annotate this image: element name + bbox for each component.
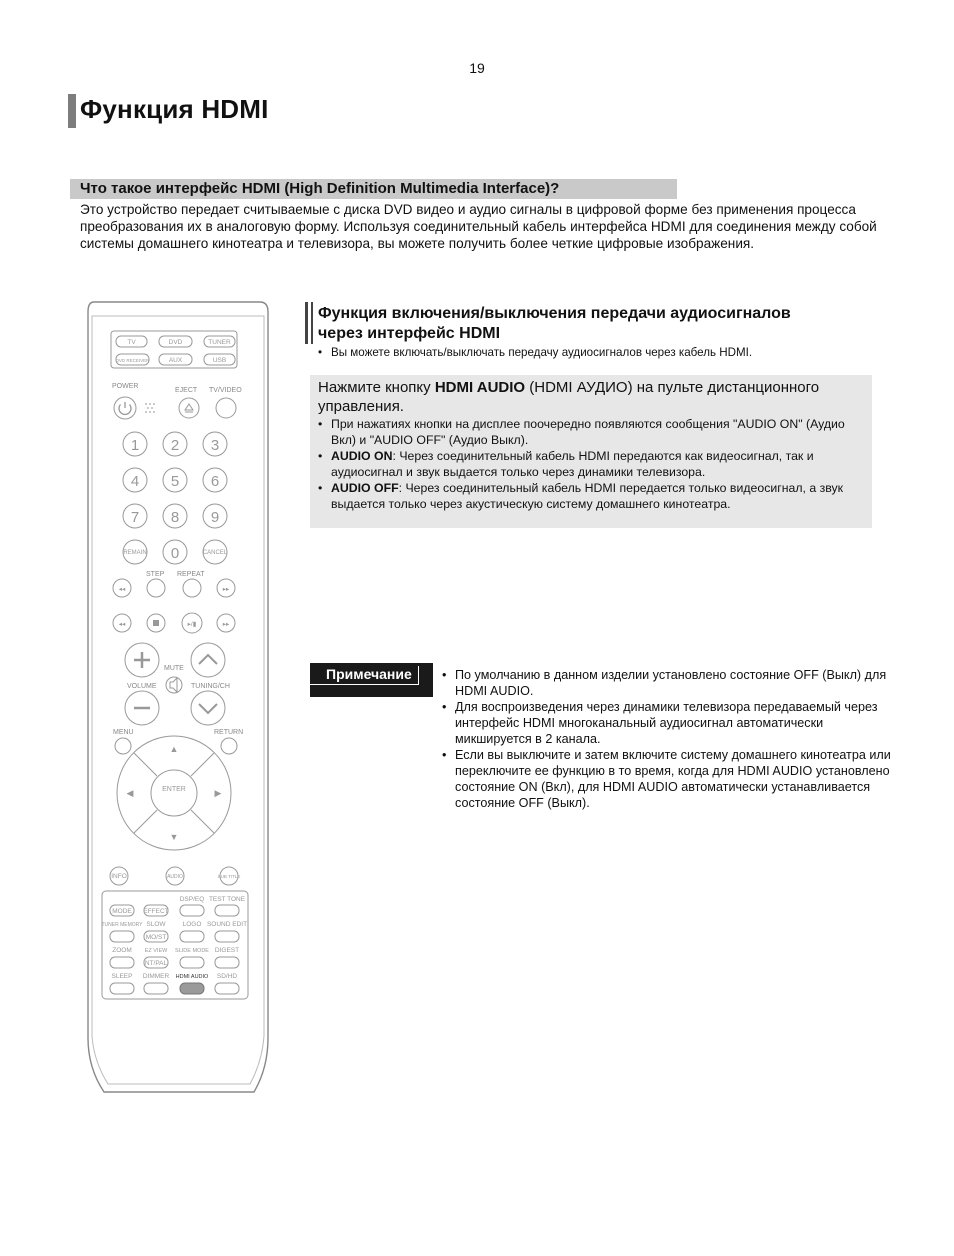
power-label: POWER — [112, 383, 139, 390]
logo-label: LOGO — [182, 921, 202, 928]
digit-1: 1 — [130, 437, 140, 454]
tuning-up-button — [191, 643, 225, 677]
remain-label: REMAIN — [123, 550, 147, 556]
arrow-right-icon: ▶ — [214, 788, 222, 798]
audio-label: AUDIO — [167, 874, 183, 880]
dimmer-label: DIMMER — [142, 973, 170, 980]
mode-button-dvd-receiver: DVD RECEIVER — [115, 358, 150, 363]
arrow-up-icon: ▲ — [169, 744, 179, 754]
heading-line-1: Функция включения/выключения передачи аудиосигналов — [318, 305, 791, 322]
instruction-suffix: (HDMI АУДИО) на пульте дистанционного управления. — [318, 379, 820, 415]
nt-pal-label: NT/PAL — [144, 960, 168, 967]
instruction-prefix: Нажмите кнопку — [318, 379, 435, 396]
digit-8: 8 — [170, 509, 180, 526]
list-item — [318, 416, 866, 448]
sound-edit-label: SOUND EDIT — [206, 921, 248, 928]
item-text: При нажатиях кнопки на дисплее поочередно появляются сообщения "AUDIO ON" (Аудио Вкл) и "AUDIO OFF" (Аудио Выкл). — [331, 417, 845, 447]
tv-video-label: TV/VIDEO — [209, 387, 242, 394]
page-number: 19 — [469, 60, 485, 76]
section-bullet-list — [318, 345, 878, 360]
title-accent-bar — [68, 94, 76, 128]
remote-control-illustration — [82, 298, 272, 1098]
list-item: • Для воспроизведения через динамики телевизора передаваемый через интерфейс HDMI многоканальный аудиосигнал автоматически микшируется в 2 канала. — [442, 699, 892, 747]
step-label: STEP — [146, 571, 165, 578]
next-icon: ▸▸ — [222, 621, 230, 628]
digit-2: 2 — [170, 437, 180, 454]
mute-button — [166, 677, 182, 693]
cancel-label: CANCEL — [202, 550, 228, 556]
hdmi-audio-button — [180, 983, 204, 994]
digit-6: 6 — [210, 473, 220, 490]
volume-label: VOLUME — [127, 683, 157, 690]
list-item — [318, 480, 866, 512]
mode-button-dvd: DVD — [168, 339, 183, 346]
item-text: : Через соединительный кабель HDMI передается только видеосигнал, а звук выдается только через акустическую систему домашнего кинотеатра. — [331, 481, 844, 511]
heading-accent-bar — [311, 302, 313, 344]
section-intro-text: Это устройство передает считываемые с диска DVD видео и аудио сигналы в цифровой форме без применения процесса преобразования их в аналоговую форму. Используя соединительный кабель интерфейса HDMI для соединения между собой системы домашнего кинотеатра и телевизора, вы можете получить более четкие цифровые изображения. — [80, 202, 877, 251]
zoom-label: ZOOM — [112, 947, 132, 954]
mode-button-usb: USB — [212, 357, 227, 364]
slide-mode-label: SLIDE MODE — [175, 948, 209, 954]
arrow-left-icon: ◀ — [126, 788, 134, 798]
digit-7: 7 — [130, 509, 140, 526]
fast-forward-icon: ▸▸ — [222, 586, 230, 593]
dsp-eq-label: DSP/EQ — [179, 896, 205, 903]
item-bold: AUDIO OFF — [331, 481, 399, 495]
section-heading-hdmi-interface: Что такое интерфейс HDMI (High Definition Multimedia Interface)? — [70, 179, 677, 199]
rewind-icon: ◂◂ — [118, 586, 126, 593]
digest-label: DIGEST — [214, 947, 240, 954]
digit-4: 4 — [130, 473, 140, 490]
tuner-memory-label: TUNER MEMORY — [101, 922, 143, 928]
slow-label: SLOW — [146, 921, 166, 928]
enter-button — [151, 770, 197, 816]
ez-view-label: EZ VIEW — [144, 948, 168, 954]
repeat-label: REPEAT — [177, 571, 205, 578]
menu-label: MENU — [113, 729, 134, 736]
list-item: • По умолчанию в данном изделии установлено состояние OFF (Выкл) для HDMI AUDIO. — [442, 667, 892, 699]
digit-5: 5 — [170, 473, 180, 490]
instruction-button-name: HDMI AUDIO — [434, 379, 526, 396]
menu-button — [115, 738, 131, 754]
sleep-label: SLEEP — [111, 973, 133, 980]
heading-line-2: через интерфейс HDMI — [318, 325, 501, 342]
previous-icon: ◂◂ — [118, 621, 126, 628]
repeat-button — [183, 579, 201, 597]
effect-label: EFFECT — [143, 908, 169, 915]
heading-accent-bar — [305, 302, 308, 344]
list-item: • Если вы выключите и затем включите систему домашнего кинотеатра или переключите ее функцию в то время, когда для HDMI AUDIO установлено состояние ON (Вкл), для HDMI AUDIO автоматически устанавливается состояние OFF (Выкл). — [442, 747, 892, 811]
instruction-text — [318, 378, 866, 416]
note-label — [310, 663, 433, 697]
mo-st-label: MO/ST — [145, 934, 167, 941]
return-button — [221, 738, 237, 754]
eject-button — [179, 398, 199, 418]
mode-button-tv: TV — [127, 339, 136, 346]
tuning-label: TUNING/CH — [191, 683, 230, 690]
enter-label: ENTER — [162, 786, 186, 793]
return-label: RETURN — [214, 729, 244, 736]
instruction-list — [318, 416, 866, 512]
digit-0: 0 — [170, 545, 180, 562]
note-list — [442, 667, 892, 811]
info-label: INFO — [111, 873, 127, 880]
play-pause-icon: ▸/▮ — [187, 621, 197, 628]
digit-9: 9 — [210, 509, 220, 526]
mode-button-tuner: TUNER — [208, 339, 231, 346]
item-text: : Через соединительный кабель HDMI передаются как видеосигнал, так и аудиосигнал и звук выдается только через динамики телевизора. — [331, 449, 814, 479]
eject-label: EJECT — [175, 387, 198, 394]
item-bold: AUDIO ON — [331, 449, 393, 463]
list-item — [318, 448, 866, 480]
test-tone-label: TEST TONE — [208, 896, 246, 903]
hdmi-audio-label: HDMI AUDIO — [175, 974, 209, 980]
sd-hd-label: SD/HD — [216, 973, 238, 980]
tuning-down-button — [191, 691, 225, 725]
mute-label: MUTE — [164, 665, 184, 672]
step-button — [147, 579, 165, 597]
arrow-down-icon: ▼ — [169, 832, 179, 842]
list-item: • Вы можете включать/выключать передачу аудиосигналов через кабель HDMI. — [318, 345, 878, 360]
tv-video-button — [216, 398, 236, 418]
mode-button-aux: AUX — [168, 357, 183, 364]
subtitle-label: SUB TITLE — [217, 874, 241, 879]
stop-icon — [153, 620, 159, 626]
mode-label: MODE — [112, 908, 132, 915]
digit-3: 3 — [210, 437, 220, 454]
page-title: Функция HDMI — [80, 94, 269, 124]
note-label-text: Примечание — [310, 666, 419, 685]
section-heading-audio-toggle — [318, 304, 878, 344]
